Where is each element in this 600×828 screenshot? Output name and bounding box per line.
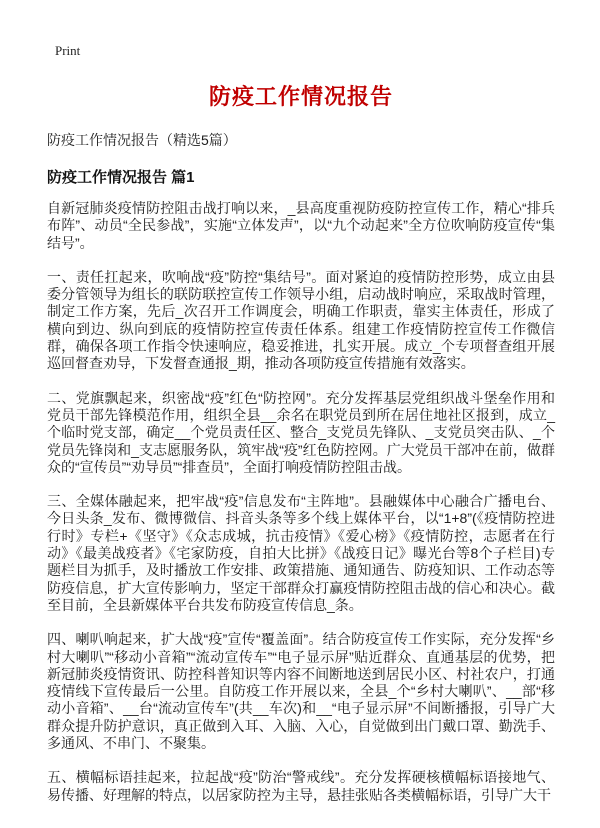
paragraph-point-3: 三、全媒体融起来，把牢战“疫”信息发布“主阵地”。县融媒体中心融合广播电台、今日头条_发布、微博微信、抖音头条等多个线上媒体平台，以“1+8”(《疫情防控进行时》专栏+《坚守》《众志成城，抗击疫情》《爱心榜》《疫情防控，志愿者在行动》《最美战疫者》《宅家防疫，自拍大比拼》《战疫日记》曝光台等8个子栏目)专题栏目为抓手，及时播放工作安排、政策措施、通知通告、防疫知识、工作动态等防疫信息，扩大宣传影响力，坚定干部群众打赢疫情防控阻击战的信心和决心。截至目前，全县新媒体平台共发布防疫宣传信息_条。 [47, 493, 555, 613]
paragraph-point-1: 一、责任扛起来，吹响战“疫”防控“集结号”。面对紧迫的疫情防控形势，成立由县委分管领导为组长的联防联控宣传工作领导小组，启动战时响应，采取战时管理，制定工作方案，先后_次召开工作调度会，明确工作职责，靠实主体责任，形成了横向到边、纵向到底的疫情防控宣传责任体系。组建工作疫情防控宣传工作微信群，确保各项工作指令快速响应，稳妥推进，扎实开展。成立_个专项督查组开展巡回督查劝导，下发督查通报_期，推动各项防疫宣传措施有效落实。 [47, 268, 555, 372]
section-heading: 防疫工作情况报告 篇1 [47, 169, 195, 186]
paragraph-intro: 自新冠肺炎疫情防控阻击战打响以来，_县高度重视防疫防控宣传工作，精心“排兵布阵”、动员“全民参战”，实施“立体发声”，以“九个动起来”全方位吹响防疫宣传“集结号”。 [47, 200, 555, 251]
document-subtitle: 防疫工作情况报告（精选5篇） [47, 132, 237, 148]
print-button[interactable]: Print [55, 43, 81, 58]
paragraph-point-4: 四、喇叭响起来，扩大战“疫”宣传“覆盖面”。结合防疫宣传工作实际，充分发挥“乡村大喇叭”“移动小音箱”“流动宣传车”“电子显示屏”贴近群众、直通基层的优势，把新冠肺炎疫情资讯、防控科普知识等内容不间断地送到居民小区、村社农户，打通疫情线下宣传最后一公里。自防疫工作开展以来，全县_个“乡村大喇叭”、__部“移动小音箱”、__台“流动宣传车”(共__车次)和__“电子显示屏”不间断播报，引导广大群众提升防护意识，真正做到入耳、入脑、入心，自觉做到出门戴口罩、勤洗手、多通风、不串门、不聚集。 [47, 631, 555, 752]
page-title: 防疫工作情况报告 [208, 84, 393, 109]
article-body [47, 200, 555, 804]
paragraph-point-5-truncated: 五、横幅标语挂起来，拉起战“疫”防治“警戒线”。充分发挥硬核横幅标语接地气、易传播、好理解的特点，以居家防控为主导，悬挂张贴各类横幅标语，引导广大干 [47, 769, 555, 803]
paragraph-point-2: 二、党旗飘起来，织密战“疫”红色“防控网”。充分发挥基层党组织战斗堡垒作用和党员干部先锋模范作用，组织全县__余名在职党员到所在居住地社区报到，成立_个临时党支部，确定__个党员责任区、整合_支党员先锋队、_支党员突击队、_个党员先锋岗和_支志愿服务队，筑牢战“疫”红色防控网。广大党员干部冲在前，做群众的“宣传员”“劝导员”“排查员”，全面打响疫情防控阻击战。 [47, 389, 555, 475]
